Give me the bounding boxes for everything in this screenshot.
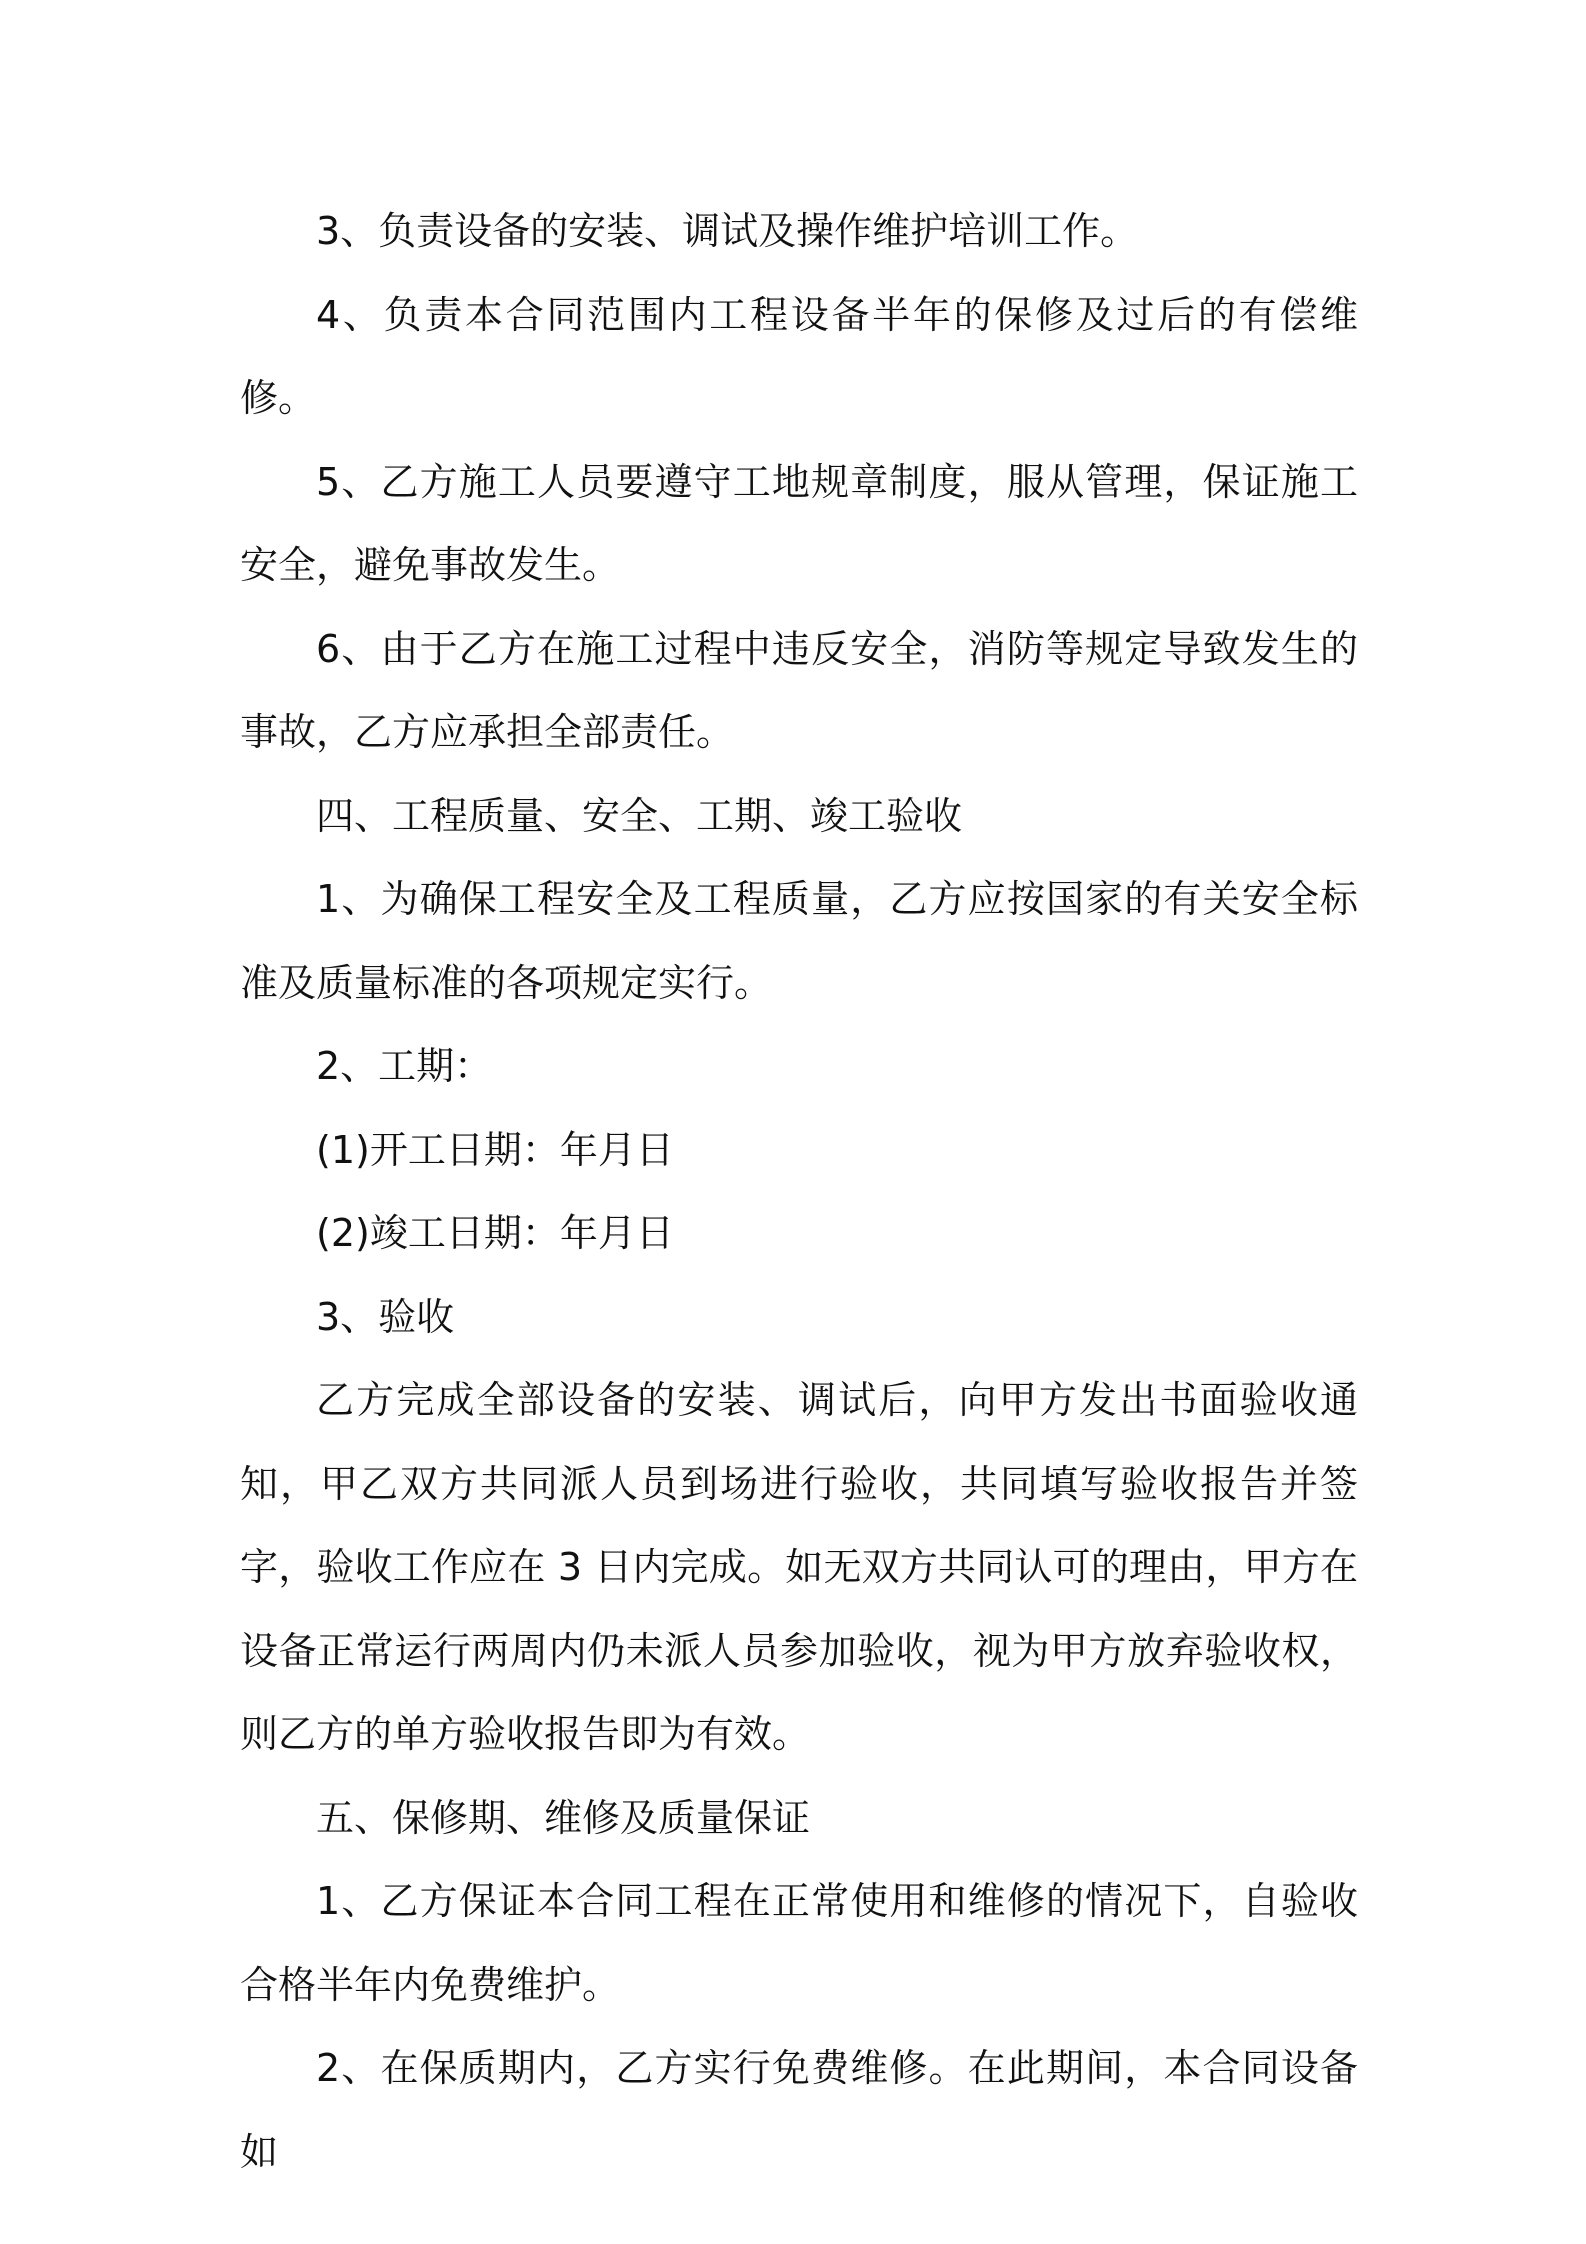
paragraph-item-5-safety: 5、乙方施工人员要遵守工地规章制度，服从管理，保证施工安全，避免事故发生。 — [240, 459, 1358, 587]
paragraph-acceptance-details: 乙方完成全部设备的安装、调试后，向甲方发出书面验收通知，甲乙双方共同派人员到场进行验收，共同填写验收报告并签字，验收工作应在 3 日内完成。如无双方共同认可的理由，甲方在设备正常运行两周内仍未派人员参加验收，视为甲方放弃验收权，则乙方的单方验收报告即为有效。 — [240, 1378, 1358, 1756]
paragraph-item-4-warranty: 4、负责本合同范围内工程设备半年的保修及过后的有偿维修。 — [240, 292, 1358, 420]
document-page — [240, 190, 1358, 2194]
section-heading-5: 五、保修期、维修及质量保证 — [316, 1795, 811, 1840]
paragraph-quality-standards: 1、为确保工程安全及工程质量，乙方应按国家的有关安全标准及质量标准的各项规定实行。 — [240, 877, 1358, 1005]
paragraph-warranty-period: 2、在保质期内，乙方实行免费维修。在此期间，本合同设备如 — [240, 2046, 1358, 2174]
section-heading-4: 四、工程质量、安全、工期、竣工验收 — [316, 793, 963, 838]
paragraph-free-maintenance: 1、乙方保证本合同工程在正常使用和维修的情况下，自验收合格半年内免费维护。 — [240, 1879, 1358, 2007]
paragraph-acceptance-label: 3、验收 — [316, 1294, 455, 1339]
paragraph-item-6-liability: 6、由于乙方在施工过程中违反安全，消防等规定导致发生的事故，乙方应承担全部责任。 — [240, 626, 1358, 754]
paragraph-start-date: (1)开工日期：年月日 — [316, 1127, 674, 1172]
paragraph-item-3-installation: 3、负责设备的安装、调试及操作维护培训工作。 — [316, 209, 1139, 253]
paragraph-completion-date: (2)竣工日期：年月日 — [316, 1211, 674, 1255]
paragraph-schedule-label: 2、工期： — [316, 1044, 493, 1088]
